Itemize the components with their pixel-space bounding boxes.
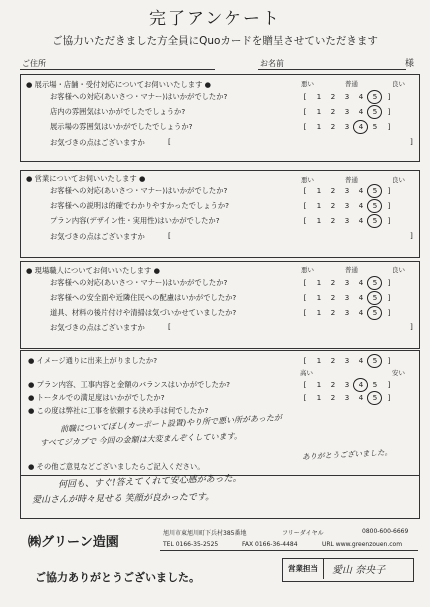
name-label: お名前 bbox=[260, 59, 284, 68]
rating-option[interactable]: 1 bbox=[316, 380, 322, 389]
scale-bad: 悪い bbox=[301, 80, 314, 88]
rating-option[interactable]: 4 bbox=[358, 92, 364, 101]
bracket-open: [ bbox=[303, 107, 307, 116]
scale-bad-2: 悪い bbox=[301, 176, 314, 184]
reason-handwriting-3: ありがとうございました。 bbox=[301, 447, 393, 462]
bracket-open: [ bbox=[303, 186, 307, 195]
company-name: ㈱グリーン造園 bbox=[28, 535, 119, 550]
bracket-close: ] bbox=[387, 216, 391, 225]
rating-option[interactable]: 4 bbox=[358, 107, 364, 116]
scale-cheap: 安い bbox=[392, 369, 405, 377]
question-balance: ● プラン内容、工事内容と金額のバランスはいかがでしたか? bbox=[28, 380, 231, 389]
rating-option[interactable]: 1 bbox=[316, 201, 322, 210]
scale-bad-3: 悪い bbox=[301, 266, 314, 274]
bracket-close: ] bbox=[387, 107, 391, 116]
question-1-3: 展示場の雰囲気はいかがでしたでしょうか? bbox=[50, 122, 193, 131]
scale-good: 良い bbox=[392, 80, 405, 88]
selected-circle-mark bbox=[367, 214, 382, 228]
rating-option[interactable]: 3 bbox=[344, 356, 350, 365]
rating-option[interactable]: 5 bbox=[372, 293, 378, 302]
rating-option[interactable]: 2 bbox=[330, 122, 336, 131]
rating-option[interactable]: 3 bbox=[344, 186, 350, 195]
comment-label-2: お気づきの点はございますか bbox=[50, 232, 145, 241]
bracket-close: ] bbox=[387, 186, 391, 195]
selected-circle-mark bbox=[367, 90, 382, 104]
rating-scale bbox=[298, 122, 396, 131]
bracket-open: [ bbox=[303, 92, 307, 101]
comment-label-1: お気づきの点はございますか bbox=[50, 138, 145, 147]
rating-option[interactable]: 1 bbox=[316, 278, 322, 287]
other-handwriting-1: 何回も、すぐ!答えてくれて安心感があった。 bbox=[57, 473, 242, 491]
selected-circle-mark bbox=[353, 378, 368, 392]
bracket-open: [ bbox=[168, 137, 171, 146]
section-5-box bbox=[20, 460, 420, 519]
question-2-1: お客様への対応(あいさつ・マナー)はいかがでしたか? bbox=[50, 186, 228, 195]
question-reason: ● この度は弊社に工事を依頼する決め手は何でしたか? bbox=[28, 406, 209, 415]
rating-option[interactable]: 5 bbox=[372, 201, 378, 210]
rating-option[interactable]: 4 bbox=[358, 186, 364, 195]
selected-circle-mark bbox=[367, 391, 382, 405]
page-title: 完了アンケート bbox=[149, 9, 281, 29]
question-image: ● イメージ通りに出来上がりましたか? bbox=[28, 356, 158, 365]
rating-option[interactable]: 4 bbox=[358, 308, 364, 317]
rating-option[interactable]: 4 bbox=[358, 293, 364, 302]
selected-circle-mark bbox=[367, 354, 382, 368]
scale-normal: 普通 bbox=[345, 80, 358, 88]
rating-option[interactable]: 1 bbox=[316, 293, 322, 302]
bracket-close: ] bbox=[387, 92, 391, 101]
rating-option[interactable]: 2 bbox=[330, 356, 336, 365]
other-handwriting-2: 愛山さんが時々見せる 笑顔が良かったです。 bbox=[31, 492, 215, 506]
bracket-open: [ bbox=[303, 201, 307, 210]
bracket-open: [ bbox=[303, 308, 307, 317]
rating-option[interactable]: 3 bbox=[344, 107, 350, 116]
bracket-open: [ bbox=[303, 393, 307, 402]
company-url: URL www.greenzouen.com bbox=[322, 541, 403, 548]
rating-option[interactable]: 4 bbox=[358, 380, 364, 389]
scale-good-3: 良い bbox=[392, 266, 405, 274]
rating-option[interactable]: 2 bbox=[330, 92, 336, 101]
rating-option[interactable]: 5 bbox=[372, 278, 378, 287]
scale-good-2: 良い bbox=[392, 176, 405, 184]
reason-handwriting-2: すべてジカプで 今回の金額は大変まんぞくしています。 bbox=[39, 431, 243, 448]
rating-option[interactable]: 1 bbox=[316, 122, 322, 131]
scale-normal-3: 普通 bbox=[345, 266, 358, 274]
rating-option[interactable]: 1 bbox=[316, 186, 322, 195]
rating-option[interactable]: 5 bbox=[372, 107, 378, 116]
selected-circle-mark bbox=[367, 276, 382, 290]
bracket-close: ] bbox=[387, 278, 391, 287]
rating-option[interactable]: 2 bbox=[330, 293, 336, 302]
company-address: 旭川市東旭川町下兵村385番地 bbox=[163, 530, 247, 537]
bracket-open: [ bbox=[303, 380, 307, 389]
bracket-close: ] bbox=[387, 201, 391, 210]
selected-circle-mark bbox=[367, 199, 382, 213]
rating-option[interactable]: 5 bbox=[372, 308, 378, 317]
subtitle: ご協力いただきました方全員にQuoカードを贈呈させていただきます bbox=[52, 35, 378, 47]
question-3-2: お客様への安全面や近隣住民への配慮はいかがでしたか? bbox=[50, 293, 237, 302]
company-tel: TEL 0166-35-2525 bbox=[163, 541, 219, 548]
rating-option[interactable]: 4 bbox=[358, 122, 364, 131]
rating-option[interactable]: 3 bbox=[344, 278, 350, 287]
bracket-open: [ bbox=[168, 231, 171, 240]
rating-option[interactable]: 3 bbox=[344, 308, 350, 317]
rating-option[interactable]: 5 bbox=[372, 380, 378, 389]
bracket-close: ] bbox=[387, 380, 391, 389]
question-1-1: お客様への対応(あいさつ・マナー)はいかがでしたか? bbox=[50, 92, 228, 101]
rating-option[interactable]: 3 bbox=[344, 92, 350, 101]
rating-option[interactable]: 2 bbox=[330, 393, 336, 402]
rating-option[interactable]: 1 bbox=[316, 92, 322, 101]
scale-high: 高い bbox=[300, 369, 313, 377]
rating-scale bbox=[298, 380, 396, 389]
thanks-message: ご協力ありがとうございました。 bbox=[35, 571, 200, 584]
rating-option[interactable]: 5 bbox=[372, 92, 378, 101]
question-total: ● トータルでの満足度はいかがでしたか? bbox=[28, 393, 165, 402]
rating-option[interactable]: 3 bbox=[344, 293, 350, 302]
rating-option[interactable]: 2 bbox=[330, 186, 336, 195]
bracket-close: ] bbox=[410, 322, 413, 331]
rating-option[interactable]: 4 bbox=[358, 393, 364, 402]
rating-option[interactable]: 3 bbox=[344, 122, 350, 131]
question-3-1: お客様への対応(あいさつ・マナー)はいかがでしたか? bbox=[50, 278, 228, 287]
bracket-open: [ bbox=[303, 278, 307, 287]
staff-name-handwriting: 愛山 奈央子 bbox=[332, 565, 386, 576]
rating-option[interactable]: 5 bbox=[372, 122, 378, 131]
bracket-close: ] bbox=[387, 393, 391, 402]
question-1-2: 店内の雰囲気はいかがでしたでしょうか? bbox=[50, 107, 186, 116]
rating-option[interactable]: 4 bbox=[358, 356, 364, 365]
sama-label: 様 bbox=[405, 59, 415, 69]
rating-option[interactable]: 2 bbox=[330, 278, 336, 287]
section-2-heading: ● 営業についてお伺いいたします ● bbox=[26, 174, 146, 183]
bracket-open: [ bbox=[303, 356, 307, 365]
rating-option[interactable]: 3 bbox=[344, 380, 350, 389]
rating-option[interactable]: 4 bbox=[358, 278, 364, 287]
section-1-heading: ● 展示場・店舗・受付対応についてお伺いいたします ● bbox=[26, 80, 212, 89]
selected-circle-mark bbox=[367, 105, 382, 119]
rating-option[interactable]: 2 bbox=[330, 107, 336, 116]
question-3-3: 道具、材料の後片付けや清掃は気づいかせていましたか? bbox=[50, 308, 237, 317]
bracket-open: [ bbox=[303, 122, 307, 131]
selected-circle-mark bbox=[367, 291, 382, 305]
scale-normal-2: 普通 bbox=[345, 176, 358, 184]
selected-circle-mark bbox=[353, 120, 368, 134]
name-line bbox=[258, 69, 406, 70]
rating-option[interactable]: 5 bbox=[372, 216, 378, 225]
bracket-close: ] bbox=[387, 356, 391, 365]
rating-option[interactable]: 2 bbox=[330, 380, 336, 389]
rating-option[interactable]: 5 bbox=[372, 356, 378, 365]
section-3-heading: ● 現場職人についてお伺いいたします ● bbox=[26, 266, 160, 275]
rating-option[interactable]: 2 bbox=[330, 308, 336, 317]
question-other: ● その他ご意見などございましたらご記入ください。 bbox=[28, 462, 205, 471]
rating-option[interactable]: 3 bbox=[344, 201, 350, 210]
bracket-close: ] bbox=[387, 293, 391, 302]
rating-option[interactable]: 5 bbox=[372, 186, 378, 195]
rating-option[interactable]: 3 bbox=[344, 216, 350, 225]
rating-option[interactable]: 1 bbox=[316, 356, 322, 365]
rating-option[interactable]: 1 bbox=[316, 107, 322, 116]
rating-option[interactable]: 4 bbox=[358, 216, 364, 225]
question-2-2: お客様への説明は的確でわかりやすかったでしょうか? bbox=[50, 201, 229, 210]
question-2-3: プラン内容(デザイン性・実用性)はいかがでしたか? bbox=[50, 216, 220, 225]
bracket-close: ] bbox=[410, 231, 413, 240]
rating-option[interactable]: 2 bbox=[330, 216, 336, 225]
selected-circle-mark bbox=[367, 184, 382, 198]
rating-option[interactable]: 3 bbox=[344, 393, 350, 402]
selected-circle-mark bbox=[367, 306, 382, 320]
free-dial-label: フリーダイヤル bbox=[282, 530, 324, 537]
bracket-open: [ bbox=[303, 216, 307, 225]
address-label: ご住所 bbox=[22, 59, 46, 68]
comment-label-3: お気づきの点はございますか bbox=[50, 323, 145, 332]
footer-line bbox=[160, 550, 418, 551]
reason-handwriting-1: 前職についてぼし(カーポート設置)やり所で悪い所があったが bbox=[59, 413, 283, 434]
rating-option[interactable]: 5 bbox=[372, 393, 378, 402]
staff-label: 営業担当 bbox=[283, 559, 324, 579]
bracket-close: ] bbox=[387, 122, 391, 131]
bracket-close: ] bbox=[387, 308, 391, 317]
bracket-open: [ bbox=[303, 293, 307, 302]
bracket-open: [ bbox=[168, 322, 171, 331]
address-line bbox=[20, 69, 215, 70]
bracket-close: ] bbox=[410, 137, 413, 146]
rating-option[interactable]: 1 bbox=[316, 216, 322, 225]
rating-option[interactable]: 1 bbox=[316, 393, 322, 402]
company-fax: FAX 0166-36-4484 bbox=[242, 541, 298, 548]
free-dial-number: 0800-600-6669 bbox=[362, 528, 409, 535]
rating-option[interactable]: 4 bbox=[358, 201, 364, 210]
rating-option[interactable]: 2 bbox=[330, 201, 336, 210]
rating-option[interactable]: 1 bbox=[316, 308, 322, 317]
